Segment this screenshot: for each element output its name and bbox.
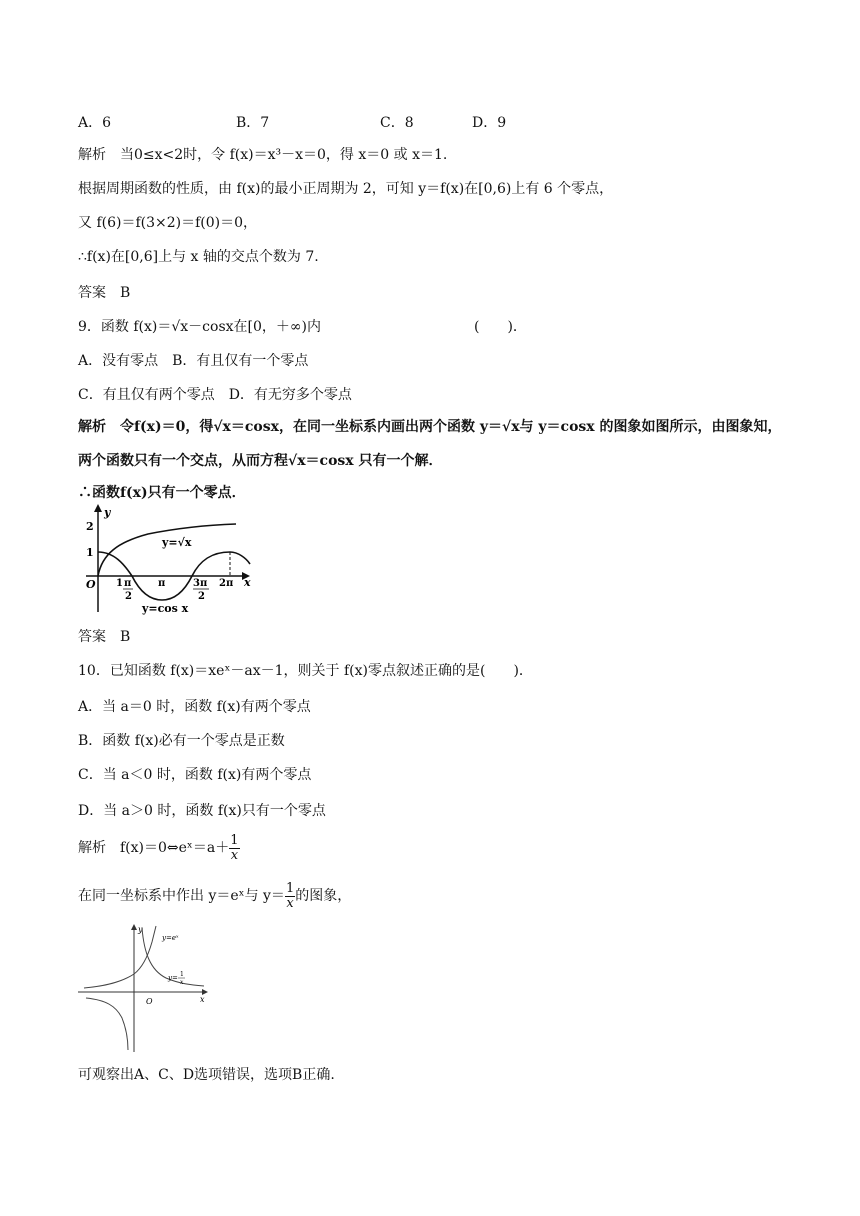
q8-choice-c: C．8 — [380, 115, 414, 131]
q10-origin: O — [146, 997, 153, 1006]
q10-label-recip-den: x — [180, 979, 184, 986]
q9-blank: ( )． — [474, 319, 527, 335]
q9-choices-ab: A．没有零点 B．有且仅有一个零点 — [78, 353, 309, 369]
q10-draw-fraction-den: x — [286, 895, 294, 911]
q9-stem: 9．函数 f(x)＝√x－cosx在[0，＋∞)内 — [78, 319, 322, 335]
q8-solution-line-3: 又 f(6)＝f(3×2)＝f(0)＝0， — [78, 215, 258, 231]
q10-label-exp: y=eˣ — [162, 934, 179, 942]
q9-tick-pi: π — [158, 578, 166, 589]
q9-y-arrow — [94, 504, 102, 512]
q9-tick-y2: 2 — [86, 520, 94, 533]
q8-solution-line-1: 解析 当0≤x<2时，令 f(x)＝x³－x＝0，得 x＝0 或 x＝1. — [78, 147, 448, 163]
q9-choices-cd: C．有且仅有两个零点 D．有无穷多个零点 — [78, 387, 352, 403]
q9-tick-3pi-2-num: 3π — [193, 578, 208, 589]
q10-label-recip-prefix: y= — [168, 974, 178, 982]
q10-solution — [78, 830, 240, 866]
q10-axis-x-label: x — [200, 995, 205, 1004]
q9-graph — [78, 504, 278, 616]
q10-conclusion: 可观察出A、C、D选项错误，选项B正确. — [78, 1067, 335, 1083]
q9-label-sqrt: y=√x — [162, 536, 192, 549]
q8-answer: 答案 B — [78, 285, 131, 301]
q8-choice-a: A．6 — [78, 115, 112, 131]
q10-axis-y-label: y — [138, 925, 143, 934]
q10-recip-left — [86, 998, 128, 1050]
q10-y-arrow — [131, 924, 137, 930]
q9-solution-line-3: ∴函数f(x)只有一个零点． — [78, 485, 246, 501]
q10-draw-prefix: 在同一坐标系中作出 y＝eˣ与 y＝ — [78, 888, 285, 904]
q10-solution-prefix: 解析 f(x)＝0⇔eˣ＝a＋ — [78, 840, 230, 856]
q10-graph — [76, 922, 212, 1054]
q10-choice-a: A．当 a＝0 时，函数 f(x)有两个零点 — [78, 699, 311, 715]
q10-solution-fraction-den: x — [230, 847, 239, 863]
q8-solution-line-4: ∴f(x)在[0,6]上与 x 轴的交点个数为 7. — [78, 249, 319, 265]
q9-solution-line-1: 解析 令f(x)＝0，得√x＝cosx，在同一坐标系内画出两个函数 y＝√x与 y＝cosx 的图象如图所示，由图象知， — [78, 419, 782, 435]
q10-choice-d: D．当 a＞0 时，函数 f(x)只有一个零点 — [78, 803, 326, 819]
q9-tick-1: 1 — [116, 578, 123, 589]
q10-exp-curve — [84, 926, 156, 988]
q9-solution-line-2: 两个函数只有一个交点，从而方程√x＝cosx 只有一个解． — [78, 453, 443, 469]
q10-draw-suffix: 的图象， — [295, 888, 352, 904]
q9-axis-y-label: y — [104, 506, 111, 519]
q9-tick-pi-2-num: π — [124, 578, 132, 589]
q9-label-cos: y=cos x — [142, 602, 189, 615]
q8-solution-line-2: 根据周期函数的性质，由 f(x)的最小正周期为 2，可知 y＝f(x)在[0,6)上有 6 个零点， — [78, 181, 614, 197]
q9-origin: O — [86, 578, 96, 591]
q9-tick-3pi-2-den: 2 — [198, 591, 205, 602]
q10-draw-fraction — [285, 882, 295, 911]
q8-choice-d: D．9 — [472, 115, 507, 131]
q9-sqrt-curve — [98, 524, 236, 576]
q10-solution-fraction-num: 1 — [230, 832, 239, 848]
q10-solution-fraction — [229, 834, 239, 863]
q9-answer: 答案 B — [78, 629, 131, 645]
q10-stem: 10．已知函数 f(x)＝xeˣ－ax－1，则关于 f(x)零点叙述正确的是( )． — [78, 663, 533, 679]
q9-axis-x-label: x — [244, 576, 251, 589]
q10-label-recip-num: 1 — [180, 971, 184, 978]
q10-draw-sentence — [78, 878, 351, 914]
q10-choice-b: B．函数 f(x)必有一个零点是正数 — [78, 733, 285, 749]
q10-choice-c: C．当 a＜0 时，函数 f(x)有两个零点 — [78, 767, 312, 783]
q10-draw-fraction-num: 1 — [285, 880, 295, 896]
q9-tick-2pi: 2π — [219, 578, 234, 589]
q9-tick-y1: 1 — [86, 546, 94, 559]
q8-choice-b: B．7 — [236, 115, 270, 131]
q9-tick-pi-2-den: 2 — [125, 591, 132, 602]
